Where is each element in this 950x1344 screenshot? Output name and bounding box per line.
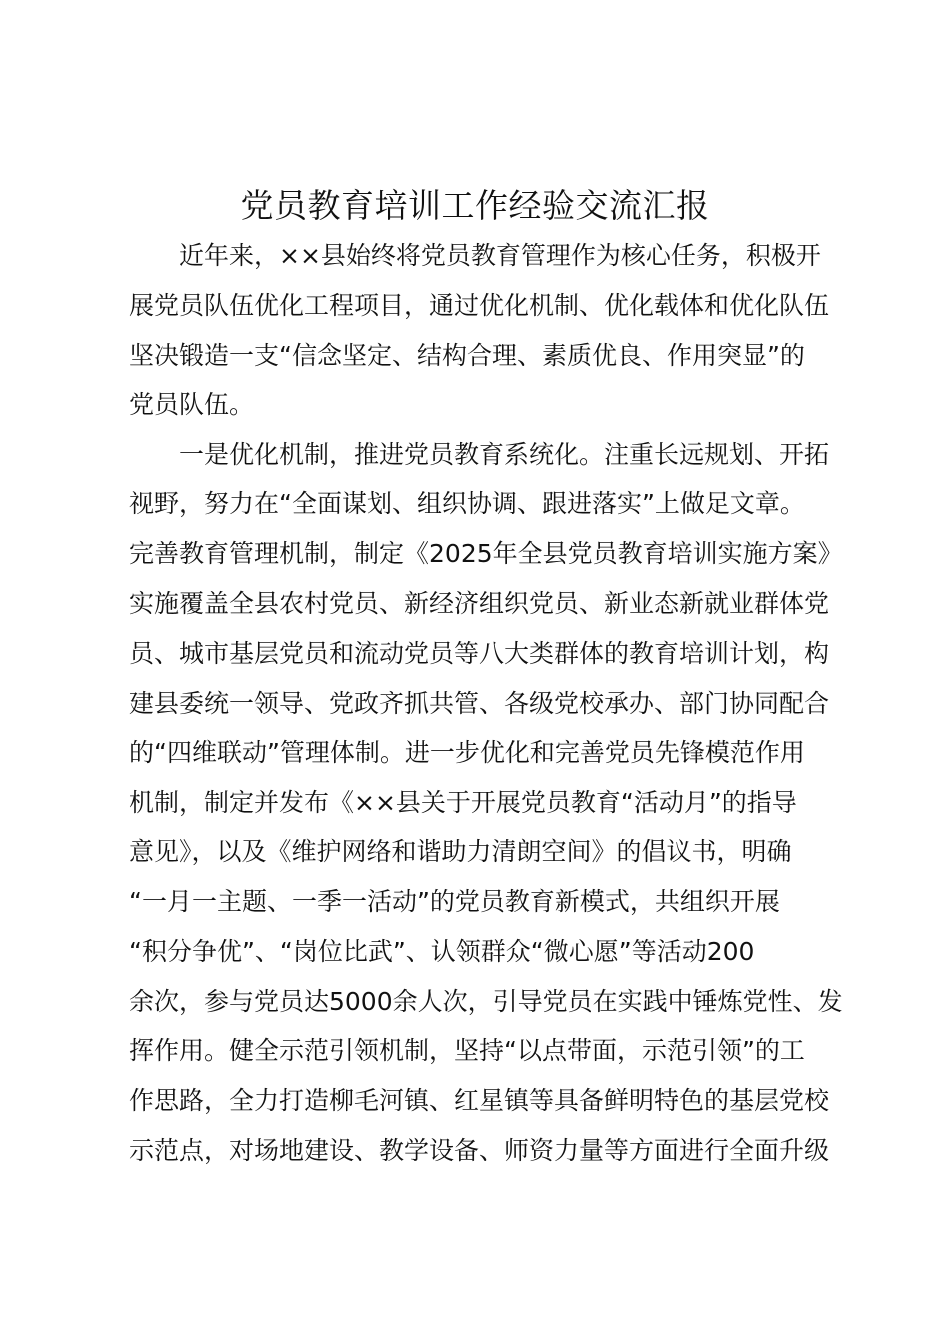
body-line-3: 坚决锻造一支“信念坚定、结构合理、素质优良、作用突显”的	[129, 341, 805, 370]
body-line-15: “积分争优”、“岗位比武”、认领群众“微心愿”等活动200	[129, 937, 755, 966]
body-line-19: 示范点，对场地建设、教学设备、师资力量等方面进行全面升级	[129, 1136, 830, 1165]
body-line-6: 视野，努力在“全面谋划、组织协调、跟进落实”上做足文章。	[129, 489, 805, 518]
body-line-14: “一月一主题、一季一活动”的党员教育新模式，共组织开展	[129, 887, 780, 916]
body-line-11: 的“四维联动”管理体制。进一步优化和完善党员先锋模范作用	[129, 738, 805, 767]
body-line-4: 党员队伍。	[129, 390, 255, 419]
body-line-2: 展党员队伍优化工程项目，通过优化机制、优化载体和优化队伍	[129, 291, 830, 320]
document-title: 党员教育培训工作经验交流汇报	[240, 186, 710, 225]
body-line-5: 一是优化机制，推进党员教育系统化。注重长远规划、开拓	[129, 440, 830, 469]
body-line-12: 机制，制定并发布《××县关于开展党员教育“活动月”的指导	[129, 788, 797, 817]
body-line-10: 建县委统一领导、党政齐抓共管、各级党校承办、部门协同配合	[129, 689, 830, 718]
body-line-1: 近年来，××县始终将党员教育管理作为核心任务，积极开	[129, 241, 821, 270]
body-line-17: 挥作用。健全示范引领机制，坚持“以点带面，示范引领”的工	[129, 1036, 805, 1065]
body-line-18: 作思路，全力打造柳毛河镇、红星镇等具备鲜明特色的基层党校	[129, 1086, 830, 1115]
body-line-16: 余次，参与党员达5000余人次，引导党员在实践中锤炼党性、发	[129, 987, 843, 1016]
body-line-13: 意见》，以及《维护网络和谐助力清朗空间》的倡议书，明确	[129, 837, 792, 866]
body-line-9: 员、城市基层党员和流动党员等八大类群体的教育培训计划，构	[129, 639, 830, 668]
body-line-7: 完善教育管理机制，制定《2025年全县党员教育培训实施方案》	[129, 539, 843, 568]
body-line-8: 实施覆盖全县农村党员、新经济组织党员、新业态新就业群体党	[129, 589, 830, 618]
